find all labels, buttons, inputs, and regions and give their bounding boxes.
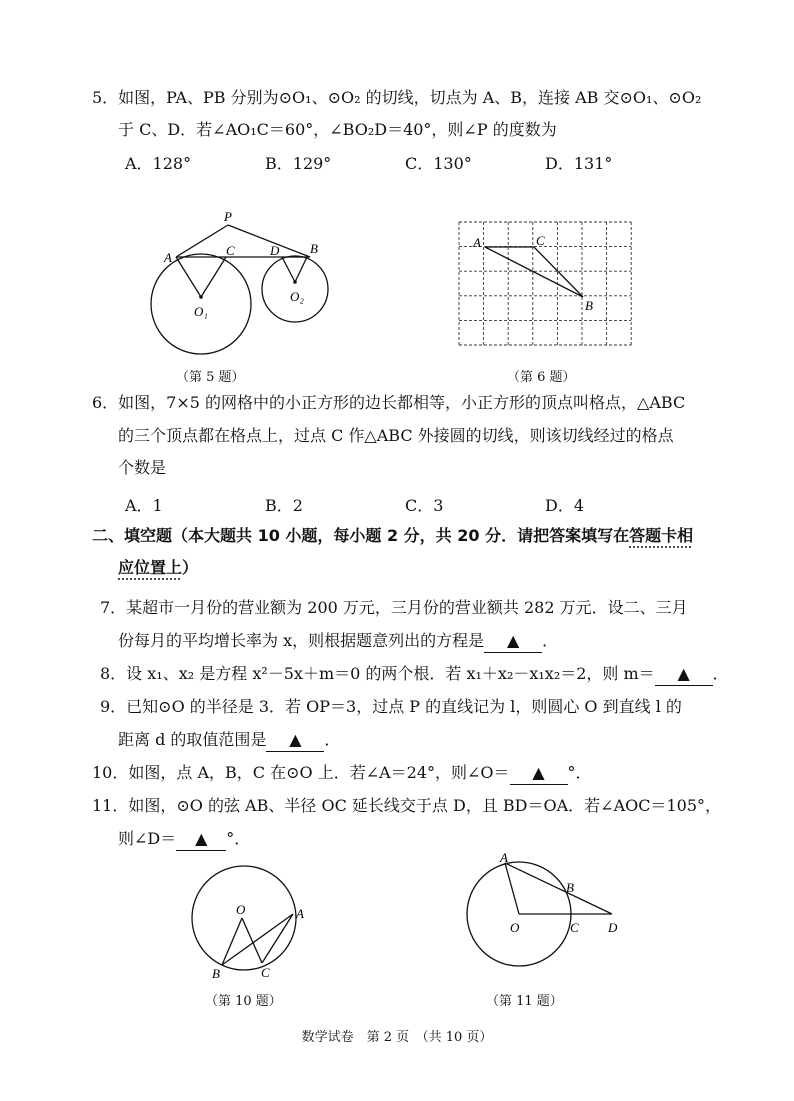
q11-line1: 11．如图，⊙O 的弦 AB、半径 OC 延长线交于点 D，且 BD＝OA．若∠AOC＝105°， xyxy=(92,796,722,815)
segment-ad xyxy=(505,863,612,914)
label-d: D xyxy=(270,243,280,258)
q6-caption: （第 6 题） xyxy=(507,370,576,385)
q6-option-d: D．4 xyxy=(545,496,585,515)
label-b11: B xyxy=(566,880,574,895)
label-a: A xyxy=(164,250,172,265)
label-b6: B xyxy=(585,298,593,313)
q11-answer-blank[interactable]: ▲ xyxy=(176,828,226,851)
q11-text: 则∠D＝ xyxy=(118,829,177,848)
section2-text-d: ） xyxy=(182,558,199,577)
label-d11: D xyxy=(608,920,618,935)
q7-end: ． xyxy=(542,631,559,650)
label-o1: O₁ xyxy=(194,304,208,319)
segment-oa xyxy=(505,863,519,914)
label-c11: C xyxy=(570,920,579,935)
q9-end: ． xyxy=(324,730,341,749)
label-b: B xyxy=(310,241,318,256)
q10-text: 10．如图，点 A，B，C 在⊙O 上．若∠A＝24°，则∠O＝ xyxy=(92,763,510,782)
q11-caption: （第 11 题） xyxy=(486,994,563,1009)
section2-text-a: 二、填空题（本大题共 10 小题，每小题 2 分，共 20 分．请把答案填写在 xyxy=(92,526,630,545)
q6-option-a: A．1 xyxy=(125,496,163,515)
q6-option-b: B．2 xyxy=(265,496,303,515)
q5-line1: 5．如图，PA、PB 分别为⊙O₁、⊙O₂ 的切线，切点为 A、B，连接 AB 交⊙O₁、⊙O₂ xyxy=(92,88,702,107)
q8-text: 8．设 x₁、x₂ 是方程 x²－5x＋m＝0 的两个根．若 x₁＋x₂－x₁x₂＝2，则 m＝ xyxy=(100,664,655,683)
q8-answer-blank[interactable]: ▲ xyxy=(655,663,713,686)
label-b10: B xyxy=(212,966,220,981)
label-o10: O xyxy=(236,902,246,917)
q9-answer-blank[interactable]: ▲ xyxy=(266,729,324,752)
q5-option-d: D．131° xyxy=(545,154,613,173)
q6-option-c: C．3 xyxy=(405,496,444,515)
page-footer: 数学试卷 第 2 页 （共 10 页） xyxy=(301,1030,493,1045)
q5-line2: 于 C、D．若∠AO₁C＝60°，∠BO₂D＝40°，则∠P 的度数为 xyxy=(118,120,557,139)
label-c: C xyxy=(226,243,235,258)
q5-option-c: C．130° xyxy=(405,154,472,173)
label-a11: A xyxy=(500,850,508,865)
q11-end: °． xyxy=(226,829,251,848)
q9-line1: 9．已知⊙O 的半径是 3．若 OP＝3，过点 P 的直线记为 l，则圆心 O 到直线 l 的 xyxy=(100,697,682,716)
q5-caption: （第 5 题） xyxy=(176,370,245,385)
label-o2: O₂ xyxy=(290,289,304,304)
section2-text-b: 答题卡相 xyxy=(629,526,694,545)
q7-text: 份每月的平均增长率为 x，则根据题意列出的方程是 xyxy=(118,631,485,650)
q5-option-b: B．129° xyxy=(265,154,332,173)
q10-answer-blank[interactable]: ▲ xyxy=(510,762,568,785)
q10-end: °． xyxy=(567,763,592,782)
q8-end: ． xyxy=(712,664,729,683)
q6-line2: 的三个顶点都在格点上，过点 C 作△ABC 外接圆的切线，则该切线经过的格点 xyxy=(118,426,674,445)
label-a6: A xyxy=(473,235,481,250)
section2-text-c: 应位置上 xyxy=(118,558,183,577)
q5-option-a: A．128° xyxy=(125,154,192,173)
q7-line1: 7．某超市一月份的营业额为 200 万元，三月份的营业额共 282 万元．设二、三月 xyxy=(100,598,688,617)
q6-line1: 6．如图，7×5 的网格中的小正方形的边长都相等，小正方形的顶点叫格点，△ABC xyxy=(92,393,686,412)
label-c6: C xyxy=(536,233,545,248)
q9-text: 距离 d 的取值范围是 xyxy=(118,730,267,749)
q6-line3: 个数是 xyxy=(118,458,167,477)
q7-answer-blank[interactable]: ▲ xyxy=(484,630,542,653)
label-a10: A xyxy=(296,906,304,921)
label-p: P xyxy=(224,209,232,224)
label-o11: O xyxy=(510,920,520,935)
label-c10: C xyxy=(261,965,270,980)
q10-caption: （第 10 题） xyxy=(205,994,282,1009)
